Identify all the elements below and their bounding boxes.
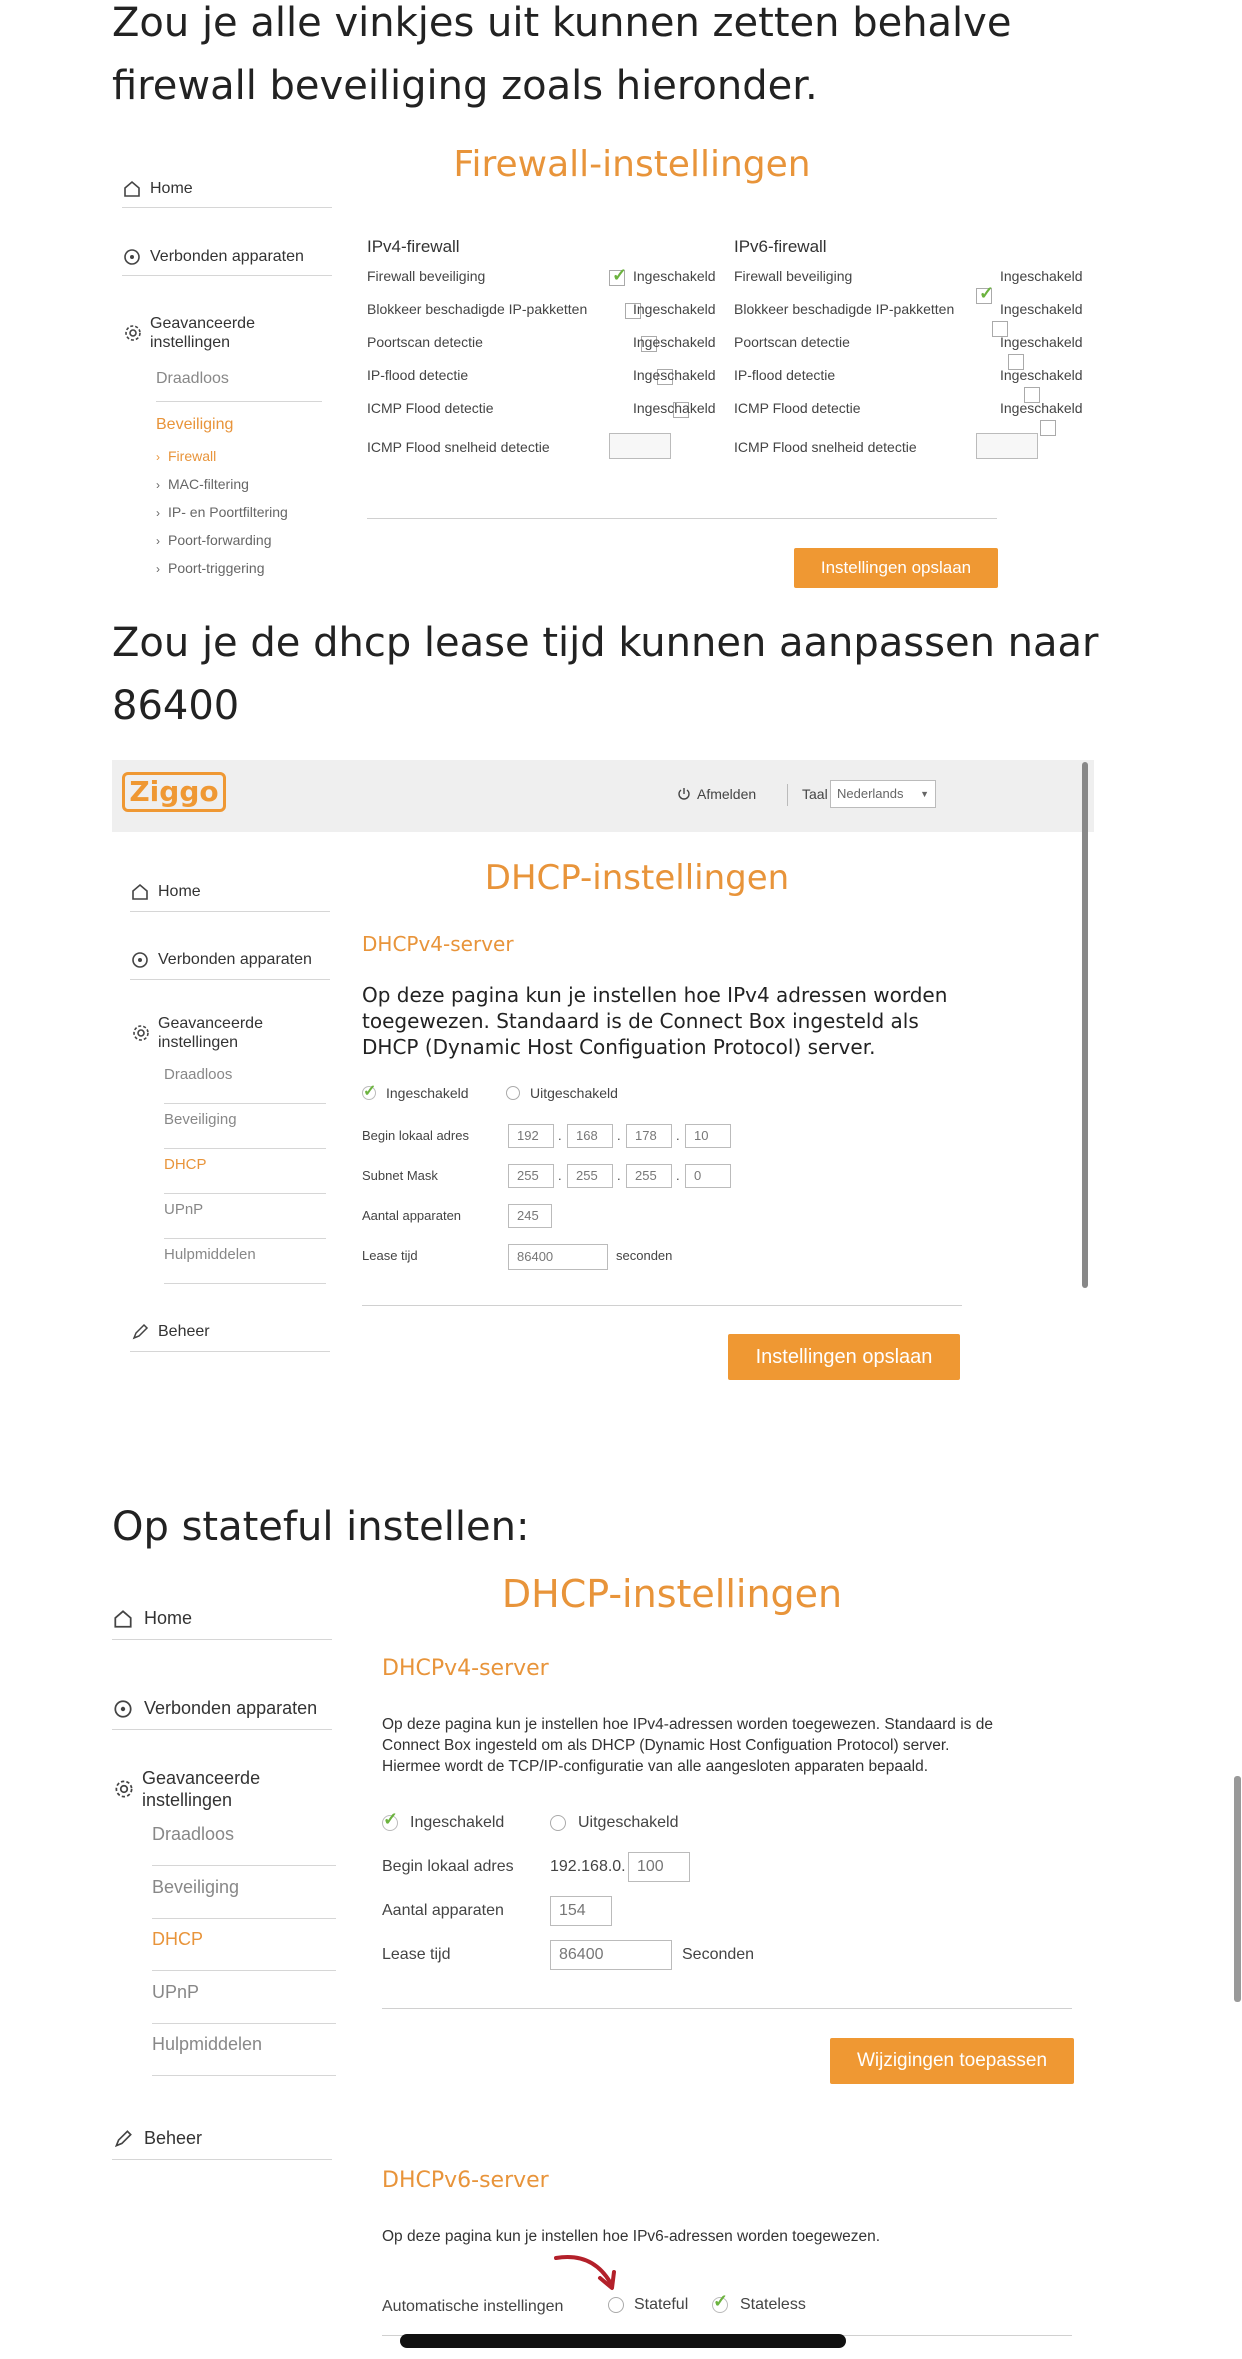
firewall-row-label: ICMP Flood detectie xyxy=(367,400,494,416)
page-title: DHCP-instellingen xyxy=(484,858,790,898)
gear-icon xyxy=(122,322,144,344)
device-count-label: Aantal apparaten xyxy=(382,1902,504,1919)
logout-link[interactable]: Afmelden xyxy=(677,786,756,802)
chevron-right-icon: › xyxy=(156,562,160,576)
save-settings-button[interactable]: Instellingen opslaan xyxy=(728,1334,960,1380)
ziggo-logo: Ziggo xyxy=(122,772,226,812)
message-text-1: Zou je alle vinkjes uit kunnen zetten behalve firewall beveiliging zoals hieronder. xyxy=(112,0,1012,109)
subnav-item[interactable] xyxy=(156,476,249,492)
firewall-row-label: ICMP Flood detectie xyxy=(734,400,861,416)
page-title: DHCP-instellingen xyxy=(501,1572,843,1616)
description6: Op deze pagina kun je instellen hoe IPv6-adressen worden toegewezen. xyxy=(382,2228,881,2245)
begin-address-last-input[interactable]: 100 xyxy=(628,1852,690,1882)
power-icon xyxy=(677,787,691,801)
dhcp-screenshot-1 xyxy=(112,760,1094,1390)
ip-octet-input[interactable]: 178 xyxy=(626,1124,672,1148)
check-icon: ✓ xyxy=(979,282,995,303)
chevron-right-icon: › xyxy=(156,534,160,548)
firewall-row-label: Firewall beveiliging xyxy=(734,268,853,284)
nav-connected-devices[interactable]: Verbonden apparaten xyxy=(112,1688,332,1730)
checkbox[interactable] xyxy=(976,282,995,304)
firewall-row-state: Ingeschakeld xyxy=(633,301,716,317)
lease-time-label: Lease tijd xyxy=(362,1248,418,1263)
firewall-row-state: Ingeschakeld xyxy=(1000,334,1083,350)
separator xyxy=(787,784,788,806)
radio-icon[interactable] xyxy=(608,2297,624,2313)
home-icon xyxy=(130,882,150,902)
dot-separator: . xyxy=(617,1168,621,1183)
connected-devices-icon xyxy=(130,950,150,970)
radio-icon[interactable] xyxy=(550,1815,566,1831)
language-select[interactable]: Nederlands ▼ xyxy=(830,780,936,808)
rate-label: ICMP Flood snelheid detectie xyxy=(734,439,917,455)
nav-security[interactable]: Beveiliging xyxy=(156,416,234,433)
divider xyxy=(362,1305,962,1306)
pencil-icon xyxy=(112,2128,134,2150)
firewall-row-state: Ingeschakeld xyxy=(633,268,716,284)
firewall-row-label: Blokkeer beschadigde IP-pakketten xyxy=(734,301,955,317)
lease-unit: Seconden xyxy=(682,1946,755,1963)
subnav-item-label: MAC-filtering xyxy=(168,476,249,492)
subnav-item[interactable] xyxy=(156,504,288,520)
nav-upnp[interactable]: UPnP xyxy=(164,1201,326,1239)
home-icon xyxy=(112,1608,134,1630)
ipv4-header: IPv4-firewall xyxy=(367,237,460,256)
disabled-option[interactable]: Uitgeschakeld xyxy=(506,1085,618,1101)
ipv6-header: IPv6-firewall xyxy=(734,237,827,256)
subnav-item-label: Firewall xyxy=(168,448,217,464)
checkbox[interactable] xyxy=(609,264,628,286)
firewall-row-state: Ingeschakeld xyxy=(1000,268,1083,284)
nav-dhcp[interactable]: DHCP xyxy=(152,1929,336,1971)
nav-advanced-settings[interactable]: Geavanceerde instellingen xyxy=(122,308,332,358)
radio-icon[interactable] xyxy=(506,1086,520,1100)
dot-separator: . xyxy=(676,1128,680,1143)
pencil-icon xyxy=(130,1322,150,1342)
message-text-2: Zou je de dhcp lease tijd kunnen aanpassen naar 86400 xyxy=(112,620,1099,729)
enabled-option[interactable]: ✓ Ingeschakeld xyxy=(363,1083,469,1101)
subnav-item[interactable] xyxy=(156,448,216,464)
stateful-option[interactable]: Stateful xyxy=(608,2296,688,2314)
ip-octet-input[interactable]: 255 xyxy=(567,1164,613,1188)
subnav-item-label: IP- en Poortfiltering xyxy=(168,504,288,520)
arrow-icon xyxy=(552,2248,632,2296)
language-label: Taal xyxy=(802,786,828,802)
chevron-right-icon: › xyxy=(156,450,160,464)
subnav-item[interactable] xyxy=(156,560,265,576)
gear-icon xyxy=(112,1777,136,1801)
auto-settings-label: Automatische instellingen xyxy=(382,2298,564,2315)
firewall-row-state: Ingeschakeld xyxy=(1000,367,1083,383)
check-icon[interactable]: ✓ xyxy=(713,2291,729,2311)
begin-address-prefix: 192.168.0. xyxy=(550,1858,626,1875)
nav-wireless[interactable]: Draadloos xyxy=(156,370,322,402)
section-title: DHCPv4-server xyxy=(362,932,514,956)
nav-draadloos[interactable]: Draadloos xyxy=(164,1066,326,1104)
dot-separator: . xyxy=(558,1128,562,1143)
begin-address-label: Begin lokaal adres xyxy=(382,1858,514,1875)
nav-home[interactable]: Home xyxy=(122,170,332,208)
subnet-mask-label: Subnet Mask xyxy=(362,1168,438,1183)
device-count-label: Aantal apparaten xyxy=(362,1208,462,1223)
firewall-row-state: Ingeschakeld xyxy=(1000,400,1083,416)
nav-beveiliging[interactable]: Beveiliging xyxy=(164,1111,326,1149)
scrollbar[interactable] xyxy=(1082,762,1088,1288)
check-icon: ✓ xyxy=(612,264,628,285)
dot-separator: . xyxy=(558,1168,562,1183)
rate-label: ICMP Flood snelheid detectie xyxy=(367,439,550,455)
nav-home[interactable]: Home xyxy=(130,872,330,912)
dot-separator: . xyxy=(676,1168,680,1183)
rate-input[interactable] xyxy=(976,433,1038,459)
connected-devices-icon xyxy=(112,1698,134,1720)
nav-dhcp[interactable]: DHCP xyxy=(164,1156,326,1194)
divider xyxy=(367,518,997,519)
ip-octet-input[interactable]: 255 xyxy=(508,1164,554,1188)
nav-manage[interactable]: Beheer xyxy=(112,2118,332,2160)
gear-icon xyxy=(130,1022,152,1044)
checkbox[interactable] xyxy=(1040,420,1056,436)
home-icon xyxy=(122,179,142,199)
dhcp-screenshot-2 xyxy=(112,1560,1092,2340)
firewall-row-label: Poortscan detectie xyxy=(734,334,850,350)
nav-hulpmiddelen[interactable]: Hulpmiddelen xyxy=(152,2034,336,2076)
nav-hulpmiddelen[interactable]: Hulpmiddelen xyxy=(164,1246,326,1284)
check-icon[interactable]: ✓ xyxy=(383,1809,399,1829)
subnav-item[interactable] xyxy=(156,532,272,548)
firewall-row-label: IP-flood detectie xyxy=(367,367,469,383)
lease-time-label: Lease tijd xyxy=(382,1946,451,1963)
home-indicator[interactable] xyxy=(400,2334,846,2348)
nav-advanced-settings[interactable]: Geavanceerde instellingen xyxy=(130,1010,330,1056)
check-icon[interactable]: ✓ xyxy=(363,1083,377,1100)
ip-octet-input[interactable]: 0 xyxy=(685,1164,731,1188)
firewall-row-state: Ingeschakeld xyxy=(633,400,716,416)
divider xyxy=(382,2008,1072,2009)
chevron-right-icon: › xyxy=(156,478,160,492)
top-bar xyxy=(112,760,1094,832)
subnav-item-label: Poort-forwarding xyxy=(168,532,272,548)
description: Op deze pagina kun je instellen hoe IPv4 adressen worden toegewezen. Standaard is de Connect Box ingesteld als DHCP (Dynamic Host Configuation Protocol) server. xyxy=(362,983,948,1059)
firewall-row-state: Ingeschakeld xyxy=(1000,301,1083,317)
ip-octet-input[interactable]: 168 xyxy=(567,1124,613,1148)
nav-manage[interactable]: Beheer xyxy=(130,1312,330,1352)
lease-time-input[interactable]: 86400 xyxy=(508,1244,608,1270)
disabled-option[interactable]: Uitgeschakeld xyxy=(550,1814,679,1832)
firewall-row-label: Poortscan detectie xyxy=(367,334,483,350)
ip-octet-input[interactable]: 10 xyxy=(685,1124,731,1148)
subnav-item-label: Poort-triggering xyxy=(168,560,265,576)
chevron-down-icon: ▼ xyxy=(920,789,929,799)
page-title: Firewall-instellingen xyxy=(453,144,811,185)
lease-time-input[interactable]: 86400 xyxy=(550,1940,672,1970)
stateless-option[interactable]: ✓ Stateless xyxy=(713,2291,806,2313)
nav-connected-devices[interactable]: Verbonden apparaten xyxy=(130,940,330,980)
nav-home[interactable]: Home xyxy=(112,1598,332,1640)
section6-title: DHCPv6-server xyxy=(382,2168,549,2193)
apply-changes-button[interactable]: Wijzigingen toepassen xyxy=(830,2038,1074,2084)
lease-unit: seconden xyxy=(616,1248,673,1263)
nav-advanced-settings[interactable]: Geavanceerde instellingen xyxy=(112,1764,332,1814)
section-title: DHCPv4-server xyxy=(382,1656,549,1681)
firewall-row-state: Ingeschakeld xyxy=(633,367,716,383)
message-text-3: Op stateful instellen: xyxy=(112,1504,530,1550)
connected-devices-icon xyxy=(122,247,142,267)
firewall-row-label: Blokkeer beschadigde IP-pakketten xyxy=(367,301,588,317)
dot-separator: . xyxy=(617,1128,621,1143)
firewall-row-label: IP-flood detectie xyxy=(734,367,836,383)
ip-octet-input[interactable]: 192 xyxy=(508,1124,554,1148)
device-count-input[interactable]: 245 xyxy=(508,1204,552,1228)
page-scrollbar[interactable] xyxy=(1234,1776,1241,2002)
nav-draadloos[interactable]: Draadloos xyxy=(152,1824,336,1866)
nav-beveiliging[interactable]: Beveiliging xyxy=(152,1877,336,1919)
description: Op deze pagina kun je instellen hoe IPv4-adressen worden toegewezen. Standaard is de Connect Box ingesteld om als DHCP (Dynamic Host Configuation Protocol) server. Hiermee wordt de TCP/IP-configuratie van alle aangesloten apparaten bepaald. xyxy=(382,1716,993,1775)
enabled-option[interactable]: ✓ Ingeschakeld xyxy=(383,1809,505,1831)
firewall-row-state: Ingeschakeld xyxy=(633,334,716,350)
chevron-right-icon: › xyxy=(156,506,160,520)
rate-input[interactable] xyxy=(609,433,671,459)
save-settings-button[interactable]: Instellingen opslaan xyxy=(794,548,998,588)
begin-address-label: Begin lokaal adres xyxy=(362,1128,469,1143)
device-count-input[interactable]: 154 xyxy=(550,1896,612,1926)
firewall-row-label: Firewall beveiliging xyxy=(367,268,486,284)
ip-octet-input[interactable]: 255 xyxy=(626,1164,672,1188)
firewall-screenshot xyxy=(112,140,1092,600)
nav-connected-devices[interactable]: Verbonden apparaten xyxy=(122,238,332,276)
nav-upnp[interactable]: UPnP xyxy=(152,1982,336,2024)
